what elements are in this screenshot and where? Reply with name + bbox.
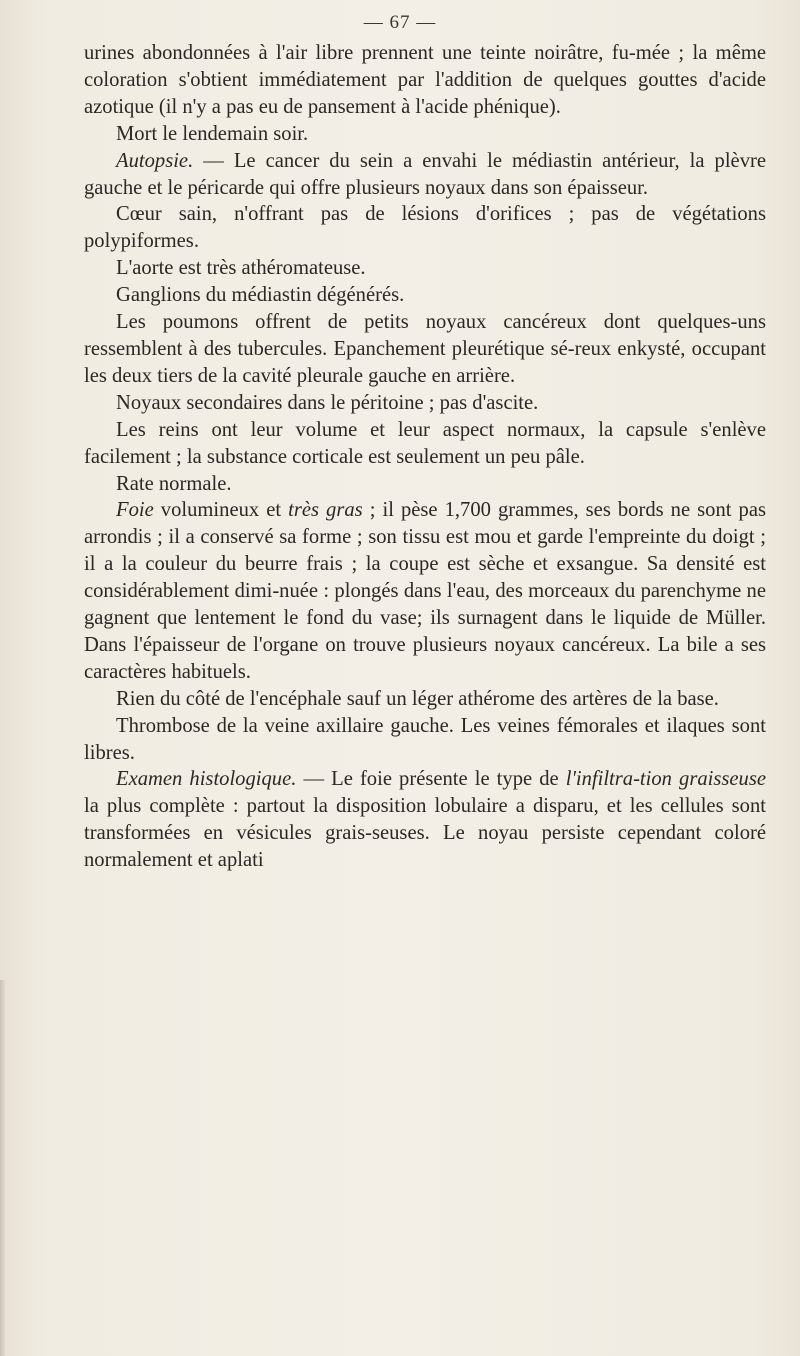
page-edge-shadow	[0, 980, 6, 1356]
paragraph-urines	[84, 40, 766, 121]
italic-text-run: Foie	[116, 499, 154, 522]
text-run: Noyaux secondaires dans le péritoine ; pas d'ascite.	[116, 391, 539, 414]
paragraph-poumons	[84, 309, 766, 390]
text-run: Thrombose de la veine axillaire gauche. Les veines fémorales et ilaques sont libres.	[84, 714, 766, 764]
text-run: Cœur sain, n'offrant pas de lésions d'orifices ; pas de végétations polypiformes.	[84, 203, 766, 253]
text-run: Les reins ont leur volume et leur aspect normaux, la capsule s'enlève facilement ; la substance corticale est seulement un peu pâle.	[84, 418, 766, 468]
paragraph-coeur	[84, 201, 766, 255]
paragraph-rate	[84, 471, 766, 498]
paragraph-aorte	[84, 255, 766, 282]
text-run: Mort le lendemain soir.	[116, 122, 309, 145]
paragraph-examen	[84, 766, 766, 874]
paragraph-encephale	[84, 686, 766, 713]
paragraph-ganglions	[84, 282, 766, 309]
text-run: Ganglions du médiastin dégénérés.	[116, 284, 405, 307]
italic-text-run: très gras	[288, 499, 363, 522]
text-run: volumineux et	[153, 499, 289, 522]
italic-text-run: Autopsie.	[116, 149, 194, 172]
paragraph-autopsie	[84, 148, 766, 202]
text-run: Les poumons offrent de petits noyaux cancéreux dont quelques-uns ressemblent à des tubercules. Epanchement pleurétique sé-reux enkysté, occupant les deux tiers de la cavité pleurale gauche en arrière.	[84, 311, 766, 387]
page-number: — 67 —	[363, 12, 437, 33]
body-text	[84, 40, 766, 874]
text-run: L'aorte est très athéromateuse.	[116, 257, 366, 280]
italic-text-run: l'infiltra-tion graisseuse	[565, 768, 767, 791]
paragraph-reins	[84, 417, 766, 471]
text-run: urines abondonnées à l'air libre prennent une teinte noirâtre, fu-mée ; la même coloration s'obtient immédiatement par l'addition de quelques gouttes d'acide azotique (il n'y a pas eu de pansement à l'acide phénique).	[84, 42, 766, 118]
text-run: Rate normale.	[116, 472, 232, 495]
paragraph-mort	[84, 121, 766, 148]
paragraph-thrombose	[84, 713, 766, 767]
paragraph-foie	[84, 497, 766, 685]
text-run: Rien du côté de l'encéphale sauf un léger athérome des artères de la base.	[116, 687, 719, 710]
text-run: — Le foie présente le type de	[296, 768, 566, 791]
text-run: la plus complète : partout la disposition lobulaire a disparu, et les cellules sont transformées en vésicules grais-seuses. Le noyau persiste cependant coloré normalement et aplati	[84, 795, 766, 872]
text-run: — Le cancer du sein a envahi le médiastin antérieur, la plèvre gauche et le péricarde qui offre plusieurs noyaux dans son épaisseur.	[84, 149, 766, 199]
paragraph-peritoine	[84, 390, 766, 417]
text-run: ; il pèse 1,700 grammes, ses bords ne sont pas arrondis ; il a conservé sa forme ; son tissu est mou et garde l'empreinte du doigt ; il a la couleur du beurre frais ; la coupe est sèche et exsangue. Sa densité est considérablement dimi-nuée : plongés dans l'eau, des morceaux du parenchyme ne gagnent que lentement le fond du vase; ils surnagent dans le liquide de Müller. Dans l'épaisseur de l'organe on trouve plusieurs noyaux cancéreux. La bile a ses caractères habituels.	[84, 499, 766, 683]
italic-text-run: Examen histologique.	[116, 768, 297, 791]
